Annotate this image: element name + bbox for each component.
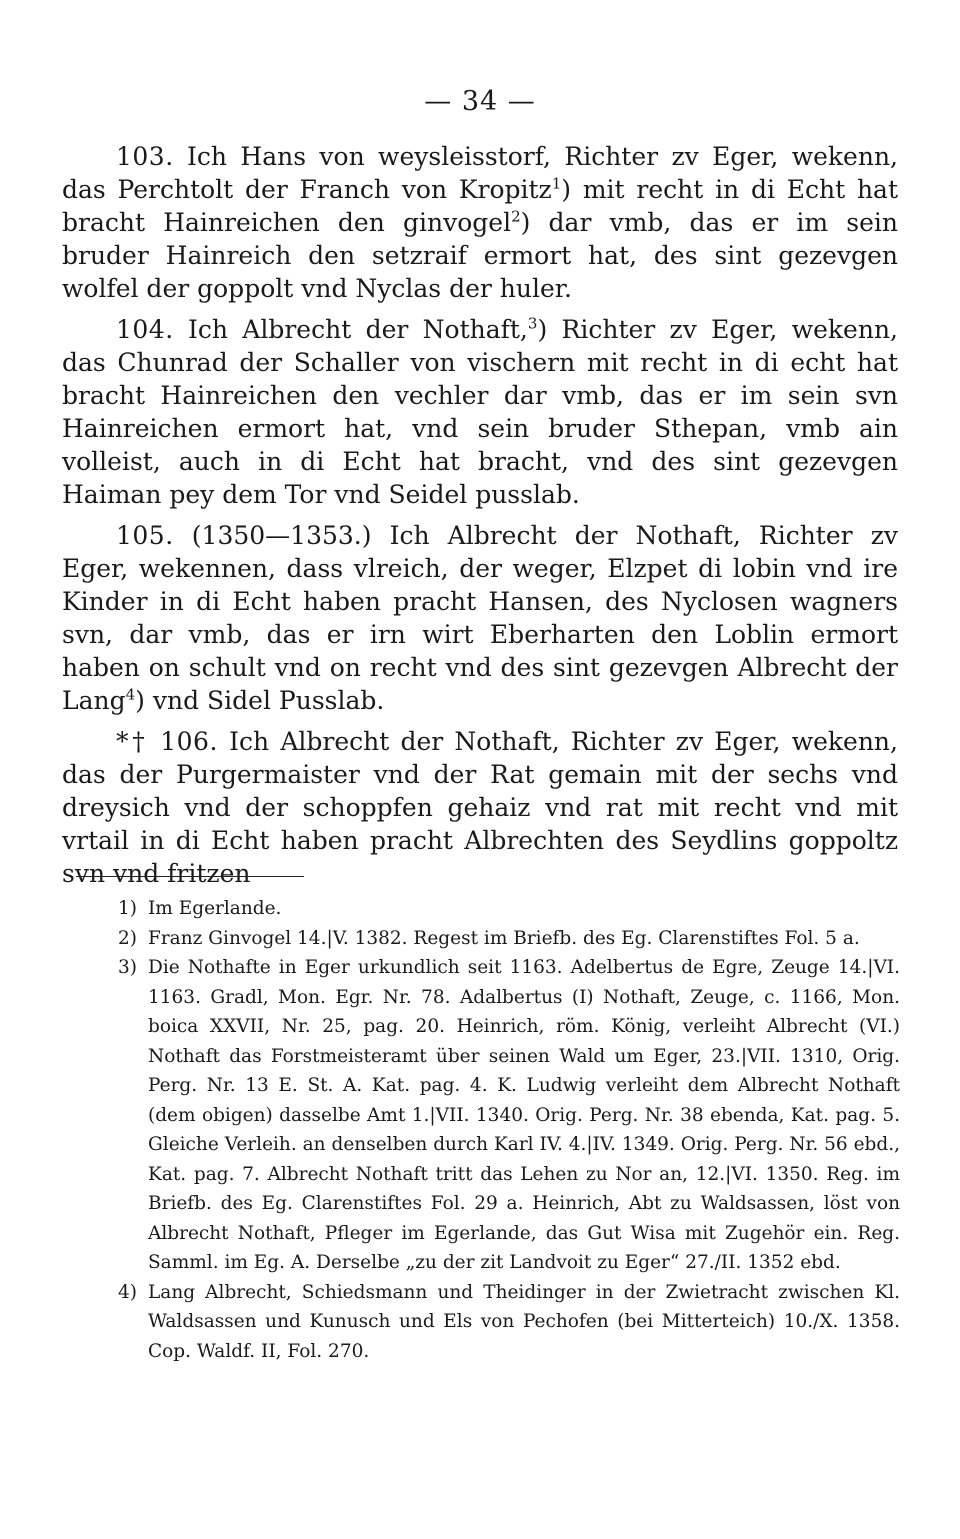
footnote-mark: 4) (118, 1281, 137, 1303)
entry-text: ) vnd Sidel Pusslab. (135, 686, 385, 715)
entry-105 (62, 519, 898, 717)
footnote-ref: 3 (527, 314, 538, 333)
entry-106 (62, 725, 898, 890)
entry-104 (62, 313, 898, 511)
entry-number: 103. (116, 142, 174, 171)
entry-text: ) dar vmb, das er im sein bruder Hainreich den setzraif ermort hat, des sint gezevgen wolfel der goppolt vnd Nyclas der huler. (62, 208, 898, 303)
entry-text: ) mit recht in di Echt hat bracht Hainreichen den ginvogel (62, 175, 899, 237)
footnote-mark: 3) (118, 957, 137, 978)
footnote-text: Im Egerlande. (148, 898, 282, 919)
footnote-2 (118, 924, 900, 954)
footnote-ref: 1 (551, 174, 562, 193)
footnote-ref: 4 (125, 685, 136, 704)
footnote-mark: 1) (118, 898, 137, 919)
entry-103 (62, 140, 898, 305)
entry-text: Ich Hans von weysleisstorf, Richter zv Eger, wekenn, das Perchtolt der Franch von Kropitz (62, 142, 898, 204)
footnotes (118, 894, 900, 1366)
footnote-mark: 2) (118, 927, 137, 949)
entry-text: (1350—1353.) Ich Albrecht der Nothaft, Richter zv Eger, wekennen, dass vlreich, der weger, Elzpet di lobin vnd ire Kinder in di Echt haben pracht Hansen, des Nyclosen wagners svn, dar vmb, das er irn wirt Eberharten den Loblin ermort haben on schult vnd on recht vnd des sint gezevgen Albrecht der Lang (62, 521, 898, 715)
footnote-text: Franz Ginvogel 14.|V. 1382. Regest im Briefb. des Eg. Clarenstiftes Fol. 5 a. (148, 927, 860, 949)
entry-text: Ich Albrecht der Nothaft, Richter zv Eger, wekenn, das der Purgermaister vnd der Rat gemain mit der sechs vnd dreysich vnd der schoppfen gehaiz vnd rat mit recht vnd mit vrtail in di Echt haben pracht Albrechten des Seydlins goppoltz svn vnd fritzen (62, 727, 898, 888)
footnote-4 (118, 1278, 900, 1367)
footnote-ref: 2 (511, 207, 521, 226)
entry-number: *† 106. (116, 727, 218, 756)
entry-text: ) Richter zv Eger, wekenn, das Chunrad der Schaller von vischern mit recht in di echt hat bracht Hainreichen den vechler dar vmb, das er im sein svn Hainreichen ermort hat, vnd sein bruder Sthepan, vmb ain volleist, auch in di Echt hat bracht, vnd des sint gezevgen Haiman pey dem Tor vnd Seidel pusslab. (62, 315, 898, 509)
entry-number: 105. (116, 521, 174, 550)
footnote-separator (76, 876, 304, 877)
entry-text: Ich Albrecht der Nothaft, (188, 315, 528, 344)
page-number: — 34 — (424, 86, 536, 117)
footnote-1 (118, 894, 900, 924)
main-text (62, 140, 898, 898)
entry-number: 104. (116, 315, 174, 344)
footnote-3 (118, 953, 900, 1278)
footnote-text: Die Nothafte in Eger urkundlich seit 1163. Adelbertus de Egre, Zeuge 14.|VI. 1163. Gradl, Mon. Egr. Nr. 78. Adalbertus (I) Nothaft, Zeuge, c. 1166, Mon. boica XXVII, Nr. 25, pag. 20. Heinrich, röm. König, verleiht Albrecht (VI.) Nothaft das Forstmeisteramt über seinen Wald um Eger, 23.|VII. 1310, Orig. Perg. Nr. 13 E. St. A. Kat. pag. 4. K. Ludwig verleiht dem Albrecht Nothaft (dem obigen) dasselbe Amt 1.|VII. 1340. Orig. Perg. Nr. 38 ebenda, Kat. pag. 5. Gleiche Verleih. an denselben durch Karl IV. 4.|IV. 1349. Orig. Perg. Nr. 56 ebd., Kat. pag. 7. Albrecht Nothaft tritt das Lehen zu Nor an, 12.|VI. 1350. Reg. im Briefb. des Eg. Clarenstiftes Fol. 29 a. Heinrich, Abt zu Waldsassen, löst von Albrecht Nothaft, Pfleger im Egerlande, das Gut Wisa mit Zugehör ein. Reg. Samml. im Eg. A. Derselbe „zu der zit Landvoit zu Eger“ 27./II. 1352 ebd. (148, 957, 900, 1273)
footnote-text: Lang Albrecht, Schiedsmann und Theidinger in der Zwietracht zwischen Kl. Waldsassen und Kunusch und Els von Pechofen (bei Mitterteich) 10./X. 1358. Cop. Waldf. II, Fol. 270. (148, 1281, 900, 1362)
